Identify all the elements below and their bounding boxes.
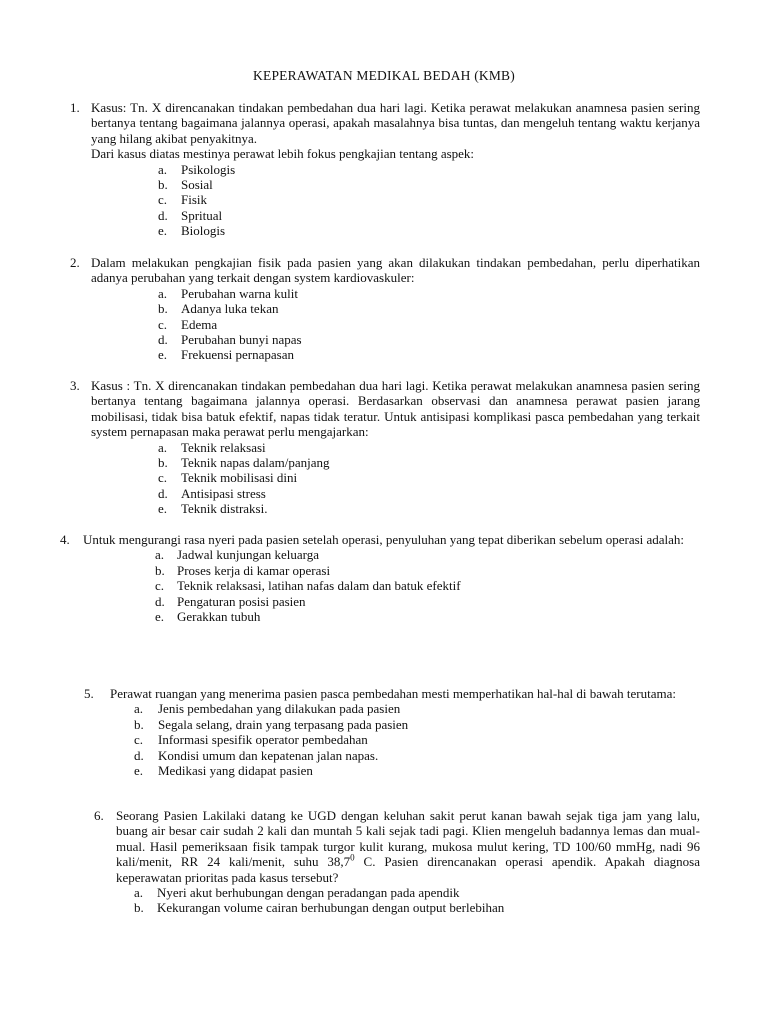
option-a [155, 547, 700, 562]
option-c [158, 192, 700, 207]
option-letter: b. [155, 562, 165, 578]
option-letter: a. [158, 285, 168, 301]
option-e [158, 501, 700, 516]
question-number: 4. [60, 532, 70, 547]
option-text: Adanya luka tekan [181, 301, 279, 317]
question-number: 6. [94, 808, 104, 823]
question-text: Perawat ruangan yang menerima pasien pasca pembedahan mesti memperhatikan hal-hal di bawah terutama: [110, 686, 676, 701]
option-list [134, 701, 700, 778]
option-a [158, 162, 700, 177]
option-text: Segala selang, drain yang terpasang pada pasien [158, 716, 409, 732]
option-letter: c. [158, 470, 168, 486]
question-text: Untuk mengurangi rasa nyeri pada pasien setelah operasi, penyuluhan yang tepat diberikan sebelum operasi adalah: [83, 532, 685, 547]
question-text: Dalam melakukan pengkajian fisik pada pasien yang akan dilakukan tindakan pembedahan, perlu diperhatikan adanya perubahan yang terkait dengan system kardiovaskuler: [91, 255, 700, 286]
option-letter: a. [134, 885, 144, 901]
option-letter: b. [158, 177, 168, 193]
option-text: Pengaturan posisi pasien [177, 593, 306, 609]
option-a [134, 885, 700, 900]
option-text: Biologis [181, 223, 226, 239]
option-b [134, 900, 700, 915]
question-prompt: Dari kasus diatas mestinya perawat lebih fokus pengkajian tentang aspek: [91, 146, 475, 162]
option-letter: b. [158, 301, 168, 317]
option-text: Nyeri akut berhubungan dengan peradangan pada apendik [157, 885, 460, 901]
option-text: Teknik relaksasi [181, 439, 266, 455]
question-2 [70, 255, 700, 363]
option-list [134, 885, 700, 916]
question-3 [70, 378, 700, 517]
option-letter: e. [158, 223, 168, 239]
option-letter: a. [134, 701, 144, 717]
option-d [158, 332, 700, 347]
option-letter: e. [158, 501, 168, 517]
option-text: Gerakkan tubuh [177, 608, 261, 624]
option-text: Teknik napas dalam/panjang [181, 455, 330, 471]
option-a [134, 701, 700, 716]
option-text: Teknik distraksi. [181, 501, 268, 517]
option-a [158, 286, 700, 301]
question-text: Kasus : Tn. X direncanakan tindakan pembedahan dua hari lagi. Ketika perawat melakukan anamnesa pasien sering bertanya tentang bagaimana jalannya operasi. Berdasarkan observasi dan anamnesa perawat pasien jarang mobilisasi, tidak bisa batuk efektif, napas tidak teratur. Untuk antisipasi komplikasi pasca pembedahan yang terkait system pernapasan maka perawat perlu mengajarkan: [91, 378, 700, 440]
option-c [158, 470, 700, 485]
question-text-part: Seorang Pasien Lakilaki datang ke UGD dengan keluhan sakit perut kanan bawah sejak tiga jam yang lalu, buang air besar cair sudah 2 kali dan muntah 5 kali sejak tadi pagi. Klien mengeluh badannya lemas dan mual-mual. Hasil pemeriksaan fisik tampak turgor kulit kurang, mukosa mulut kering, TD 100/60 mmHg, nadi 96 kali/menit, RR 24 kali/menit, suhu 38,7 [116, 808, 700, 870]
degree-superscript: 0 [350, 852, 355, 863]
option-text: Frekuensi pernapasan [181, 347, 294, 363]
option-letter: a. [158, 161, 168, 177]
option-text: Perubahan bunyi napas [181, 331, 302, 347]
option-a [158, 440, 700, 455]
option-c [155, 578, 700, 593]
option-letter: a. [158, 439, 168, 455]
option-text: Jadwal kunjungan keluarga [177, 547, 319, 563]
option-d [158, 486, 700, 501]
question-text: Kasus: Tn. X direncanakan tindakan pembedahan dua hari lagi. Ketika perawat melakukan anamnesa pasien sering bertanya tentang bagaimana jalannya operasi, apakah masalahnya bisa tuntas, dan mengeluh tentang waktu kerjanya yang hilang akibat penyakitnya. [91, 100, 700, 146]
option-list [158, 286, 700, 363]
option-list [155, 547, 700, 624]
option-letter: c. [134, 732, 144, 748]
option-text: Kekurangan volume cairan berhubungan dengan output berlebihan [157, 900, 505, 916]
option-text: Informasi spesifik operator pembedahan [158, 732, 368, 748]
page-title: KEPERAWATAN MEDIKAL BEDAH (KMB) [253, 68, 515, 83]
option-e [158, 223, 700, 238]
option-letter: d. [158, 207, 168, 223]
question-number: 3. [70, 378, 80, 393]
option-b [158, 301, 700, 316]
option-text: Sosial [181, 177, 213, 193]
option-e [155, 609, 700, 624]
option-letter: e. [134, 762, 144, 778]
question-6 [94, 808, 700, 916]
option-text: Psikologis [181, 161, 236, 177]
option-letter: a. [155, 547, 165, 563]
question-4 [60, 532, 700, 624]
option-b [158, 455, 700, 470]
option-text: Spritual [181, 207, 223, 223]
option-letter: c. [155, 578, 165, 594]
option-c [134, 732, 700, 747]
option-text: Fisik [181, 192, 208, 208]
option-b [158, 177, 700, 192]
option-letter: d. [158, 485, 168, 501]
option-text: Proses kerja di kamar operasi [177, 562, 331, 578]
option-e [158, 347, 700, 362]
option-d [158, 208, 700, 223]
question-1 [70, 100, 700, 239]
option-list [158, 162, 700, 239]
option-e [134, 763, 700, 778]
option-text: Jenis pembedahan yang dilakukan pada pasien [158, 701, 401, 717]
option-d [155, 594, 700, 609]
question-number: 1. [70, 100, 80, 115]
option-text: Edema [181, 316, 218, 332]
option-b [134, 717, 700, 732]
question-5 [84, 686, 700, 778]
option-letter: c. [158, 316, 168, 332]
option-d [134, 748, 700, 763]
option-letter: d. [158, 331, 168, 347]
option-c [158, 317, 700, 332]
option-text: Medikasi yang didapat pasien [158, 762, 313, 778]
option-letter: e. [155, 608, 165, 624]
option-letter: b. [134, 900, 144, 916]
option-text: Perubahan warna kulit [181, 285, 298, 301]
option-b [155, 563, 700, 578]
option-letter: d. [155, 593, 165, 609]
option-text: Kondisi umum dan kepatenan jalan napas. [158, 747, 379, 763]
option-letter: b. [158, 455, 168, 471]
option-list [158, 440, 700, 517]
question-text-part: C. Pasien direncanakan operasi apendik. Apakah diagnosa keperawatan prioritas pada kasus tersebut? [116, 854, 701, 885]
option-letter: e. [158, 347, 168, 363]
question-number: 2. [70, 255, 80, 270]
option-text: Teknik relaksasi, latihan nafas dalam dan batuk efektif [177, 578, 461, 594]
option-letter: c. [158, 192, 168, 208]
question-number: 5. [84, 686, 94, 701]
question-text [116, 808, 700, 885]
option-text: Teknik mobilisasi dini [181, 470, 298, 486]
option-letter: d. [134, 747, 144, 763]
option-text: Antisipasi stress [181, 485, 266, 501]
option-letter: b. [134, 716, 144, 732]
